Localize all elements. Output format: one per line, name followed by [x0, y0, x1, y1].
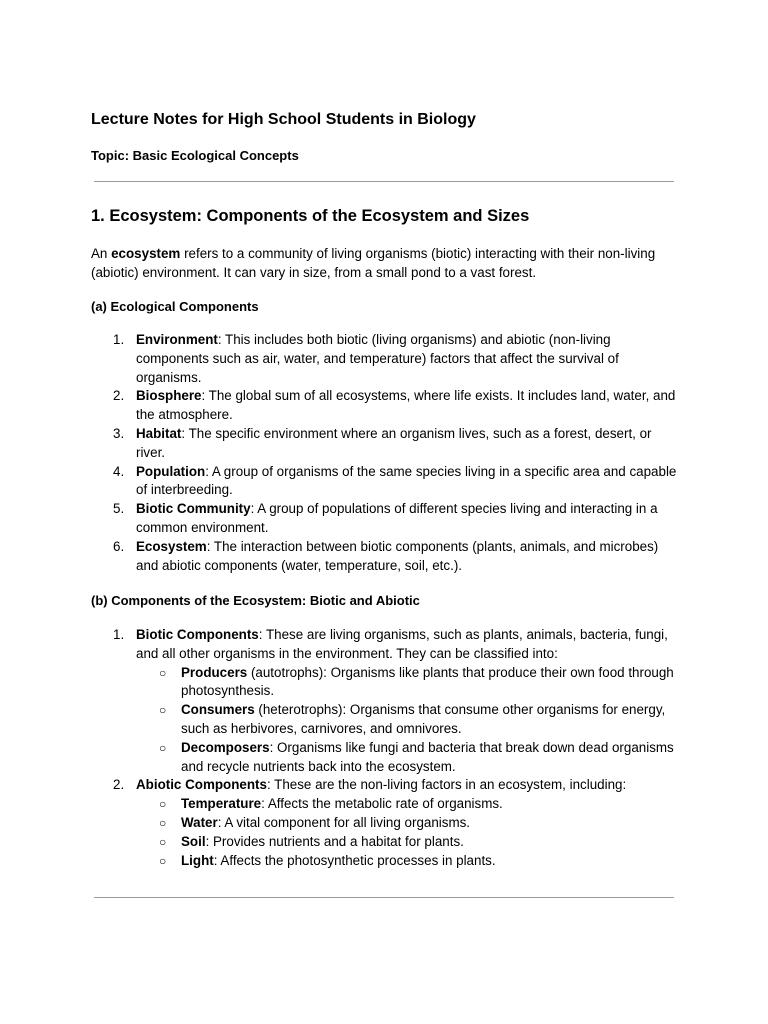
section-heading: 1. Ecosystem: Components of the Ecosystem and Sizes — [91, 207, 530, 225]
item-number: 1. — [113, 332, 125, 347]
item-number: 1. — [113, 627, 125, 642]
item-term: Biotic Community — [136, 501, 251, 517]
item-term: Environment — [136, 332, 218, 347]
item-number: 4. — [113, 463, 125, 479]
biotic-abiotic-list — [91, 626, 681, 870]
item-term: Abiotic Components — [136, 777, 267, 793]
item-text: : A group of organisms of the same species living in a specific area and capable of interbreeding. — [136, 463, 677, 498]
list-item — [91, 331, 681, 387]
subsection-heading-b: (b) Components of the Ecosystem: Biotic and Abiotic — [91, 593, 420, 608]
sub-list — [136, 664, 681, 777]
sub-list-item — [136, 739, 681, 777]
subsection-heading-a: (a) Ecological Components — [91, 299, 259, 314]
hollow-circle-bullet-icon: ○ — [159, 853, 167, 868]
sub-list-item — [136, 664, 681, 702]
hollow-circle-bullet-icon: ○ — [159, 740, 167, 755]
sub-list-item — [136, 833, 681, 852]
sub-list-item — [136, 814, 681, 833]
divider — [94, 181, 674, 182]
sub-list-item — [136, 701, 681, 739]
item-term: Population — [136, 463, 206, 479]
list-item — [91, 463, 681, 501]
sub-item-text: : A vital component for all living organisms. — [217, 814, 471, 830]
item-number: 3. — [113, 425, 125, 441]
item-text: : A group of populations of different species living and interacting in a common environment. — [136, 501, 658, 535]
document-topic: Topic: Basic Ecological Concepts — [91, 148, 299, 163]
list-item — [91, 538, 681, 576]
item-text: : These are the non-living factors in an ecosystem, including: — [266, 777, 627, 793]
sub-item-term: Soil — [181, 833, 206, 849]
item-number: 2. — [113, 777, 125, 793]
list-item — [91, 500, 681, 538]
list-item — [91, 776, 681, 870]
list-item — [91, 626, 681, 776]
intro-term: ecosystem — [111, 246, 181, 261]
sub-item-term: Temperature — [181, 796, 262, 812]
sub-list-item — [136, 795, 681, 814]
hollow-circle-bullet-icon: ○ — [159, 665, 167, 680]
hollow-circle-bullet-icon: ○ — [159, 797, 167, 812]
sub-list-item — [136, 852, 681, 871]
item-term: Biotic Components — [136, 627, 259, 642]
sub-list — [136, 795, 681, 870]
document-title: Lecture Notes for High School Students in Biology — [91, 111, 476, 128]
divider — [94, 897, 674, 898]
sub-item-text: : Affects the photosynthetic processes in plants. — [213, 852, 496, 868]
sub-item-text: : Organisms like fungi and bacteria that break down dead organisms and recycle nutrients back into the ecosystem. — [181, 739, 674, 774]
hollow-circle-bullet-icon: ○ — [159, 834, 167, 849]
hollow-circle-bullet-icon: ○ — [159, 815, 167, 830]
sub-item-term: Light — [181, 852, 214, 868]
item-number: 5. — [113, 501, 125, 517]
item-text: : This includes both biotic (living organisms) and abiotic (non-living components such as air, water, and temperature) factors that affect the survival of organisms. — [136, 332, 619, 385]
list-item — [91, 387, 681, 425]
list-item — [91, 425, 681, 463]
item-text: : These are living organisms, such as plants, animals, bacteria, fungi, and all other organisms in the environment. They can be classified into: — [136, 627, 668, 661]
intro-text: refers to a community of living organisms (biotic) interacting with their non-living (abiotic) environment. It can vary in size, from a small pond to a vast forest. — [91, 246, 656, 280]
intro-prefix: An — [91, 246, 112, 261]
item-term: Habitat — [136, 425, 182, 441]
sub-item-term: Consumers — [181, 702, 255, 718]
sub-item-term: Water — [181, 814, 218, 830]
hollow-circle-bullet-icon: ○ — [159, 703, 167, 718]
item-term: Ecosystem — [136, 538, 207, 554]
sub-item-term: Decomposers — [181, 739, 270, 755]
sub-item-text: (heterotrophs): Organisms that consume other organisms for energy, such as herbivores, carnivores, and omnivores. — [181, 702, 666, 736]
sub-item-text: : Provides nutrients and a habitat for plants. — [205, 833, 464, 849]
sub-item-text: : Affects the metabolic rate of organisms. — [261, 796, 503, 812]
sub-item-text: (autotrophs): Organisms like plants that produce their own food through photosynthesis. — [181, 664, 674, 699]
item-text: : The specific environment where an organism lives, such as a forest, desert, or river. — [136, 425, 652, 460]
ecological-components-list — [91, 331, 681, 575]
item-number: 6. — [113, 538, 125, 554]
intro-paragraph — [91, 244, 681, 282]
item-text: : The interaction between biotic components (plants, animals, and microbes) and abiotic components (water, temperature, soil, etc.). — [136, 538, 659, 573]
sub-item-term: Producers — [181, 664, 248, 680]
item-term: Biosphere — [136, 388, 202, 404]
item-text: : The global sum of all ecosystems, where life exists. It includes land, water, and the atmosphere. — [136, 388, 676, 423]
item-number: 2. — [113, 388, 125, 404]
